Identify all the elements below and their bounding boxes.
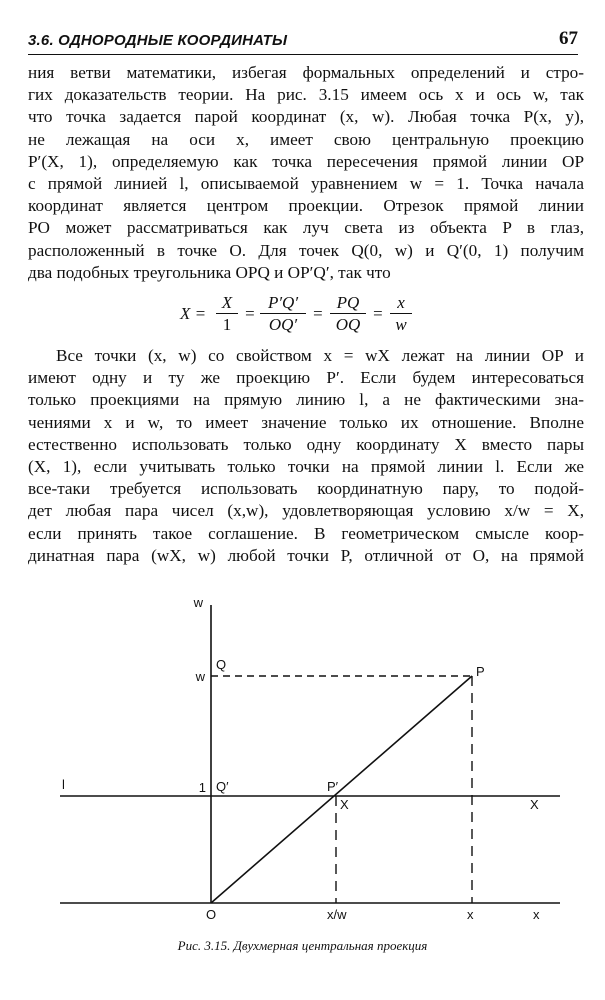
text-line: ния ветви математики, избегая формальных определений и стро- <box>28 63 584 82</box>
page-number: 67 <box>559 28 578 49</box>
x-axis-label: x <box>533 907 540 922</box>
point-p-prime-label: P′ <box>327 779 339 794</box>
x-over-w-label: x/w <box>327 907 347 922</box>
line-l-label: l <box>62 777 65 792</box>
x-line-label: X <box>530 797 539 812</box>
text-line: имеют одну и ту же проекцию P′. Если будем интересоваться <box>28 368 584 388</box>
point-q-label: Q <box>216 657 227 672</box>
text-line: только проекциями на прямую линию l, а не фактическими зна- <box>28 390 584 410</box>
central-projection-figure <box>40 585 570 925</box>
text-line: если принять такое соглашение. В геометрическом смысле коор- <box>28 523 584 543</box>
x-projection-label: X <box>340 797 349 812</box>
text-line: гих доказательств теории. На рис. 3.15 имеем ось x и ось w, так <box>28 85 584 105</box>
formula-lhs: X = <box>180 304 207 323</box>
text-line: не лежащая на оси x, имеет свою центральную проекцию <box>28 129 584 149</box>
point-p-label: P <box>476 664 485 679</box>
w-axis-label: w <box>193 595 203 610</box>
paragraph-1 <box>28 62 584 284</box>
one-tick-label: 1 <box>198 780 206 795</box>
text-line: координат является центром проекции. Отрезок прямой линии <box>28 196 584 216</box>
text-line: динатная пара (wX, w) любой точки P, отличной от O, на прямой <box>28 545 584 565</box>
x-tick-label: x <box>467 907 474 922</box>
text-line: естественно использовать только одну координату X вместо пары <box>28 434 584 454</box>
text-line: Все точки (x, w) со свойством x = wX лежат на линии OP и <box>56 346 584 365</box>
running-header <box>28 28 578 55</box>
text-line: с прямой линией l, описываемой уравнением w = 1. Точка начала <box>28 173 584 193</box>
ray-op <box>211 676 472 903</box>
text-line: чениями x и w, то имеет значение только их отношение. Вполне <box>28 412 584 432</box>
text-line: расположенный в точке O. Для точек Q(0, w) и Q′(0, 1) получим <box>28 240 584 260</box>
formula-equals: = <box>312 304 324 323</box>
section-title: 3.6. ОДНОРОДНЫЕ КООРДИНАТЫ <box>28 32 288 49</box>
fraction-x-over-w: $\frac{x}{w}$ <box>390 293 412 336</box>
projection-formula <box>180 293 440 341</box>
paragraph-2 <box>28 345 584 567</box>
figure-caption: Рис. 3.15. Двухмерная центральная проекция <box>177 938 428 953</box>
formula-equals: = <box>244 304 256 323</box>
fraction-pq: $\frac{PQ}{OQ}$ <box>330 293 366 336</box>
fraction-pq-prime: $\frac{P'Q'}{OQ'}$ <box>260 293 306 336</box>
text-line: (X, 1), если учитывать только точки на прямой линии l. Если же <box>28 456 584 476</box>
text-line: P′(X, 1), определяемую как точка пересечения прямой линии OP <box>28 151 584 171</box>
text-line: PO может рассматриваться как луч света из объекта P в глаз, <box>28 218 584 238</box>
text-line: дет любая пара чисел (x,w), удовлетворяющая условию x/w = X, <box>28 501 584 521</box>
text-line: все-таки требуется использовать координатную пару, то подой- <box>28 479 584 499</box>
w-tick-label: w <box>195 669 205 684</box>
formula-equals: = <box>372 304 384 323</box>
text-line: что точка задается парой координат (x, w). Любая точка P(x, y), <box>28 107 584 127</box>
fraction-x-over-1: $\frac{X}{1}$ <box>216 293 238 336</box>
point-q-prime-label: Q′ <box>216 779 229 794</box>
text-line: два подобных треугольника OPQ и OP′Q′, так что <box>28 262 391 282</box>
origin-label: O <box>206 907 217 922</box>
